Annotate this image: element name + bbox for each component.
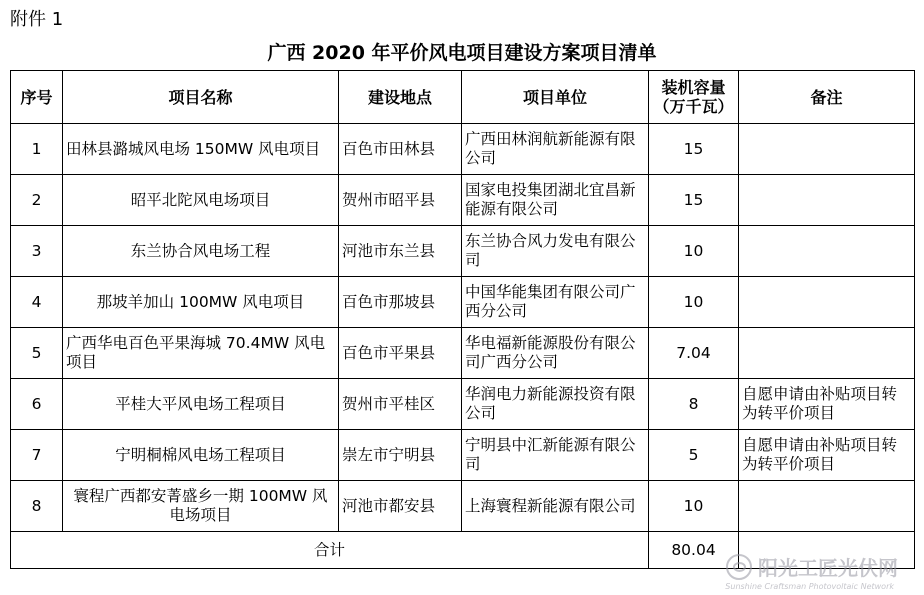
header-capacity: 装机容量（万千瓦） — [649, 71, 739, 124]
cell-name: 昭平北陀风电场项目 — [63, 175, 339, 226]
cell-location: 百色市那坡县 — [339, 277, 462, 328]
cell-location: 河池市东兰县 — [339, 226, 462, 277]
cell-unit: 上海寰程新能源有限公司 — [462, 481, 649, 532]
wechat-icon — [726, 554, 752, 580]
cell-unit: 华电福新能源股份有限公司广西分公司 — [462, 328, 649, 379]
cell-name: 宁明桐棉风电场工程项目 — [63, 430, 339, 481]
cell-capacity: 10 — [649, 481, 739, 532]
cell-capacity: 15 — [649, 175, 739, 226]
cell-no: 3 — [11, 226, 63, 277]
cell-remark — [739, 124, 915, 175]
table-row — [11, 226, 915, 277]
cell-unit: 中国华能集团有限公司广西分公司 — [462, 277, 649, 328]
table-row — [11, 379, 915, 430]
cell-no: 1 — [11, 124, 63, 175]
cell-unit: 华润电力新能源投资有限公司 — [462, 379, 649, 430]
cell-remark — [739, 481, 915, 532]
cell-location: 河池市都安县 — [339, 481, 462, 532]
cell-remark — [739, 277, 915, 328]
cell-location: 百色市田林县 — [339, 124, 462, 175]
cell-unit: 东兰协合风力发电有限公司 — [462, 226, 649, 277]
header-remark: 备注 — [739, 71, 915, 124]
cell-remark: 自愿申请由补贴项目转为转平价项目 — [739, 379, 915, 430]
table-row — [11, 481, 915, 532]
header-location: 建设地点 — [339, 71, 462, 124]
cell-no: 5 — [11, 328, 63, 379]
table-row — [11, 430, 915, 481]
cell-no: 2 — [11, 175, 63, 226]
table-row — [11, 328, 915, 379]
watermark — [726, 552, 898, 581]
cell-name: 田林县潞城风电场 150MW 风电项目 — [63, 124, 339, 175]
cell-no: 7 — [11, 430, 63, 481]
cell-name: 平桂大平风电场工程项目 — [63, 379, 339, 430]
cell-capacity: 5 — [649, 430, 739, 481]
project-table — [10, 70, 915, 569]
document-title: 广西 2020 年平价风电项目建设方案项目清单 — [267, 42, 657, 64]
header-name: 项目名称 — [63, 71, 339, 124]
cell-capacity: 10 — [649, 277, 739, 328]
table-header-row — [11, 71, 915, 124]
table-row — [11, 175, 915, 226]
watermark-subtext: Sunshine Craftsman Photovoltaic Network — [725, 582, 894, 591]
cell-capacity: 15 — [649, 124, 739, 175]
cell-remark — [739, 328, 915, 379]
cell-location: 贺州市昭平县 — [339, 175, 462, 226]
cell-name: 那坡羊加山 100MW 风电项目 — [63, 277, 339, 328]
attachment-label: 附件 1 — [10, 9, 64, 30]
cell-name: 广西华电百色平果海城 70.4MW 风电项目 — [63, 328, 339, 379]
cell-unit: 广西田林润航新能源有限公司 — [462, 124, 649, 175]
cell-remark — [739, 175, 915, 226]
cell-capacity: 8 — [649, 379, 739, 430]
watermark-text: 阳光工匠光伏网 — [758, 556, 898, 580]
cell-location: 崇左市宁明县 — [339, 430, 462, 481]
cell-unit: 宁明县中汇新能源有限公司 — [462, 430, 649, 481]
total-label: 合计 — [11, 532, 649, 569]
header-no: 序号 — [11, 71, 63, 124]
total-capacity: 80.04 — [649, 532, 739, 569]
cell-name: 寰程广西都安菁盛乡一期 100MW 风电场项目 — [63, 481, 339, 532]
cell-no: 6 — [11, 379, 63, 430]
cell-location: 百色市平果县 — [339, 328, 462, 379]
cell-no: 4 — [11, 277, 63, 328]
table-row — [11, 124, 915, 175]
cell-remark: 自愿申请由补贴项目转为转平价项目 — [739, 430, 915, 481]
cell-capacity: 10 — [649, 226, 739, 277]
cell-name: 东兰协合风电场工程 — [63, 226, 339, 277]
table-row — [11, 277, 915, 328]
cell-unit: 国家电投集团湖北宜昌新能源有限公司 — [462, 175, 649, 226]
header-unit: 项目单位 — [462, 71, 649, 124]
cell-no: 8 — [11, 481, 63, 532]
cell-remark — [739, 226, 915, 277]
cell-capacity: 7.04 — [649, 328, 739, 379]
cell-location: 贺州市平桂区 — [339, 379, 462, 430]
